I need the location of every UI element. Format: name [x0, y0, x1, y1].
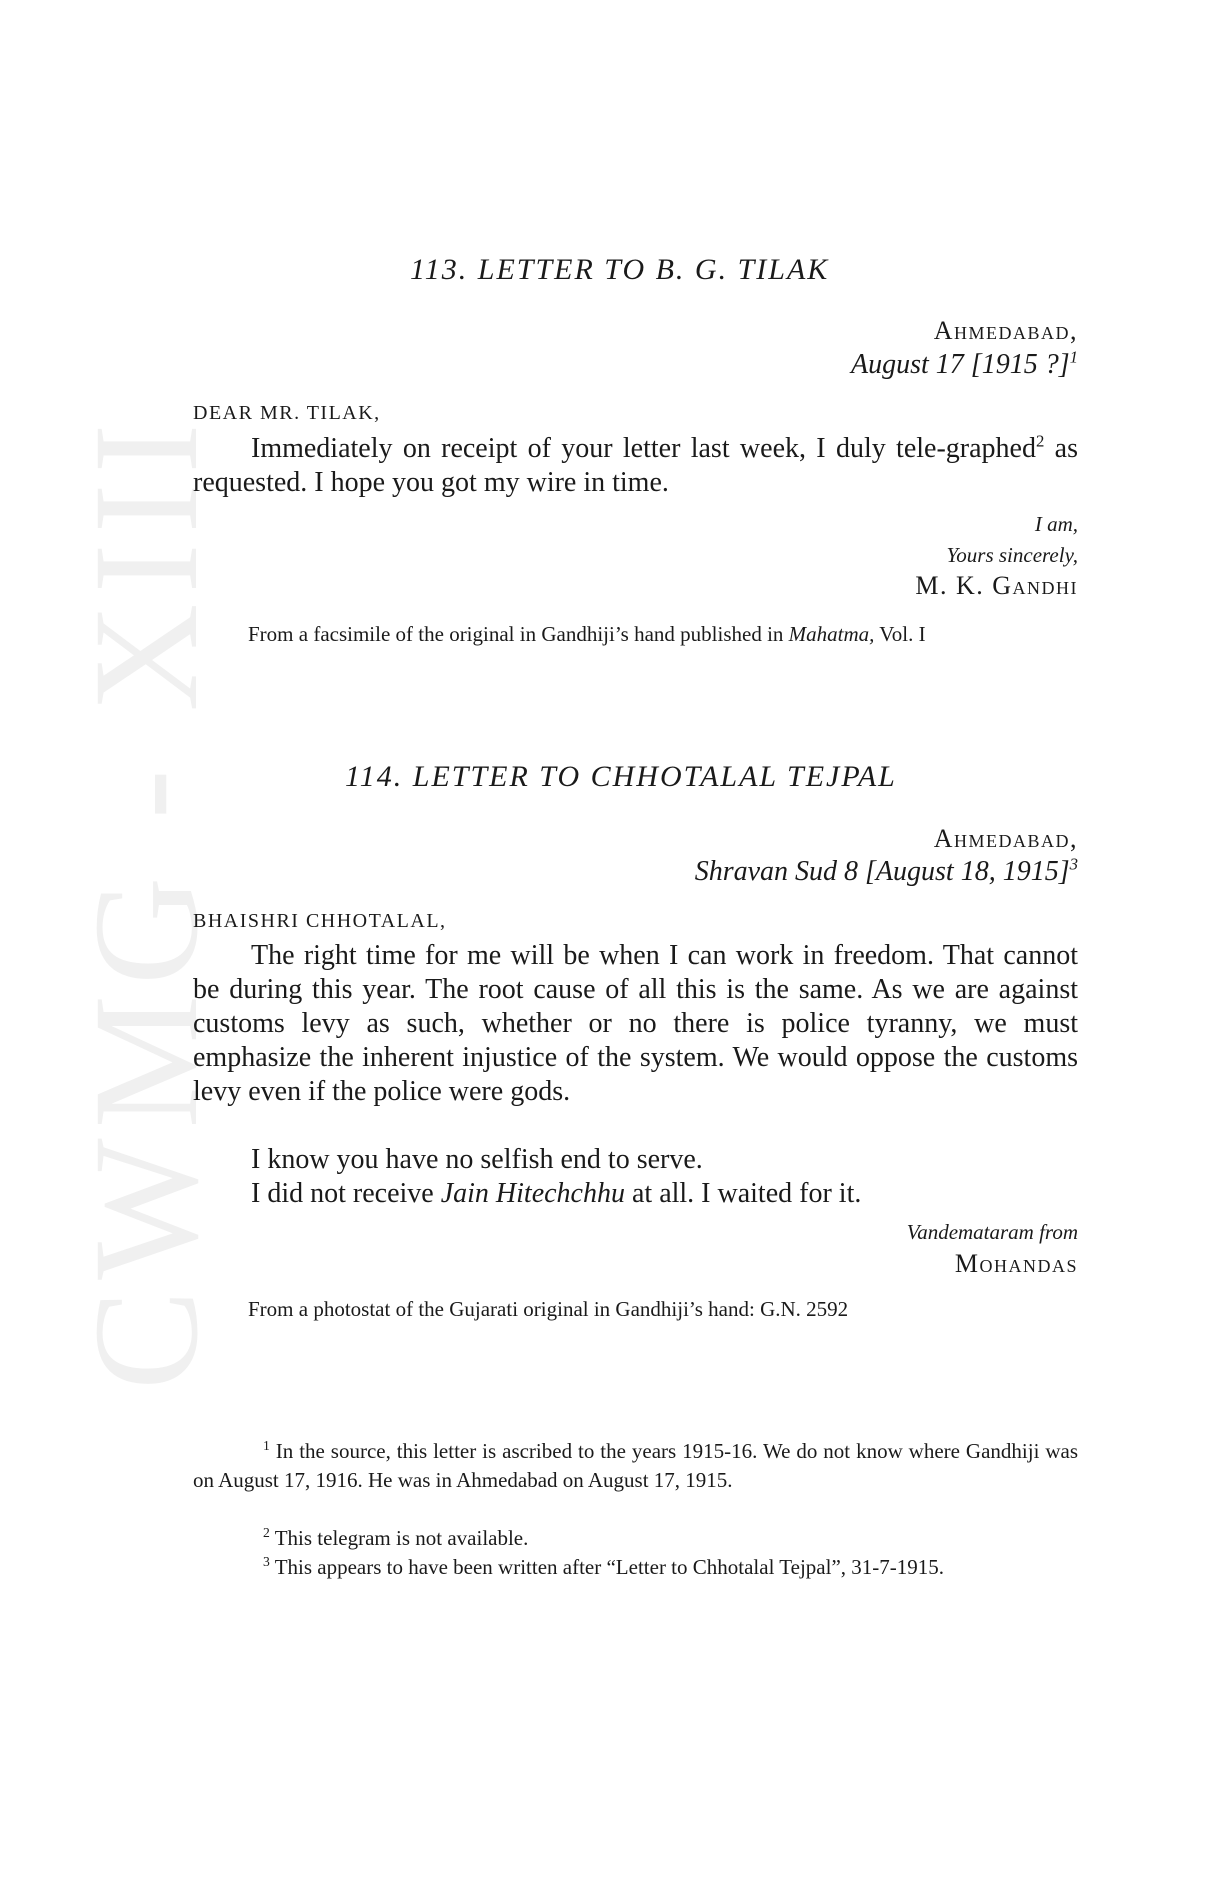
letter-113-place: Ahmedabad, — [933, 316, 1078, 345]
footnote-3-mark: 3 — [263, 1554, 270, 1569]
letter-114-paragraph-3 — [193, 1177, 1078, 1211]
footnote-1 — [193, 1437, 1078, 1495]
watermark-text: CWMG - XIII — [63, 413, 229, 1390]
letter-113-source-part-a: From a facsimile of the original in Gandhiji’s hand published in — [248, 622, 789, 646]
footnote-2-text: This telegram is not available. — [274, 1526, 529, 1550]
footnote-ref-3: 3 — [1069, 854, 1078, 874]
letter-113-signature: M. K. Gandhi — [915, 571, 1078, 600]
letter-114-closing: Vandemataram from — [906, 1220, 1078, 1244]
footnote-1-text: In the source, this letter is ascribed to the years 1915-16. We do not know where Gandhiji was on August 17, 1916. He was in Ahmedabad on August 17, 1915. — [193, 1439, 1079, 1492]
footnote-2 — [193, 1524, 1078, 1553]
letter-114-signature: Mohandas — [954, 1249, 1078, 1278]
letter-113-heading: 113. LETTER TO B. G. TILAK — [410, 253, 830, 286]
letter-113-source-note — [193, 619, 1078, 649]
letter-113-paragraph-part-b: as requested. I hope you got my wire in time. — [193, 433, 1078, 498]
letter-114-source-note: From a photostat of the Gujarati original in Gandhiji’s hand: G.N. 2592 — [248, 1297, 849, 1321]
footnote-1-mark: 1 — [263, 1438, 270, 1453]
letter-114-paragraph-3-italic: Jain Hitechchhu — [440, 1178, 625, 1209]
letter-113-closing-line-2: Yours sincerely, — [946, 543, 1078, 567]
letter-113-closing-line-1: I am, — [1034, 512, 1078, 536]
letter-113-paragraph-part-a: Immediately on receipt of your letter last week, I duly tele-graphed — [251, 433, 1036, 464]
letter-114-date — [695, 856, 1078, 888]
letter-114-salutation: BHAISHRI CHHOTALAL, — [193, 910, 447, 932]
letter-113-salutation: DEAR MR. TILAK, — [193, 402, 381, 424]
letter-113-date-text: August 17 [1915 ?] — [851, 349, 1070, 380]
letter-113-paragraph — [193, 432, 1078, 500]
letter-114-paragraph-2: I know you have no selfish end to serve. — [251, 1144, 703, 1175]
letter-114-heading: 114. LETTER TO CHHOTALAL TEJPAL — [345, 760, 897, 793]
letter-114-paragraph-3-part-a: I did not receive — [251, 1178, 441, 1209]
letter-114-date-text: Shravan Sud 8 [August 18, 1915] — [694, 856, 1070, 887]
footnote-3 — [193, 1553, 1078, 1582]
footnote-ref-1: 1 — [1069, 347, 1078, 367]
footnote-3-text: This appears to have been written after “Letter to Chhotalal Tejpal”, 31-7-1915. — [274, 1555, 945, 1579]
letter-114-paragraph-1: The right time for me will be when I can work in freedom. That cannot be during this year. The root cause of all this is the same. As we are against customs levy as such, whether or no there is police tyranny, we must emphasize the inherent injustice of the system. We would oppose the customs levy even if the police were gods. — [193, 940, 1078, 1107]
footnote-ref-2: 2 — [1035, 431, 1045, 451]
letter-114-paragraph-3-part-b: at all. I waited for it. — [624, 1178, 862, 1209]
letter-113-source-part-b: Vol. I — [874, 622, 926, 646]
letter-113-source-italic: Mahatma, — [788, 622, 875, 646]
footnote-2-mark: 2 — [263, 1525, 270, 1540]
letter-114-place: Ahmedabad, — [933, 824, 1078, 853]
letter-113-date — [851, 349, 1078, 381]
